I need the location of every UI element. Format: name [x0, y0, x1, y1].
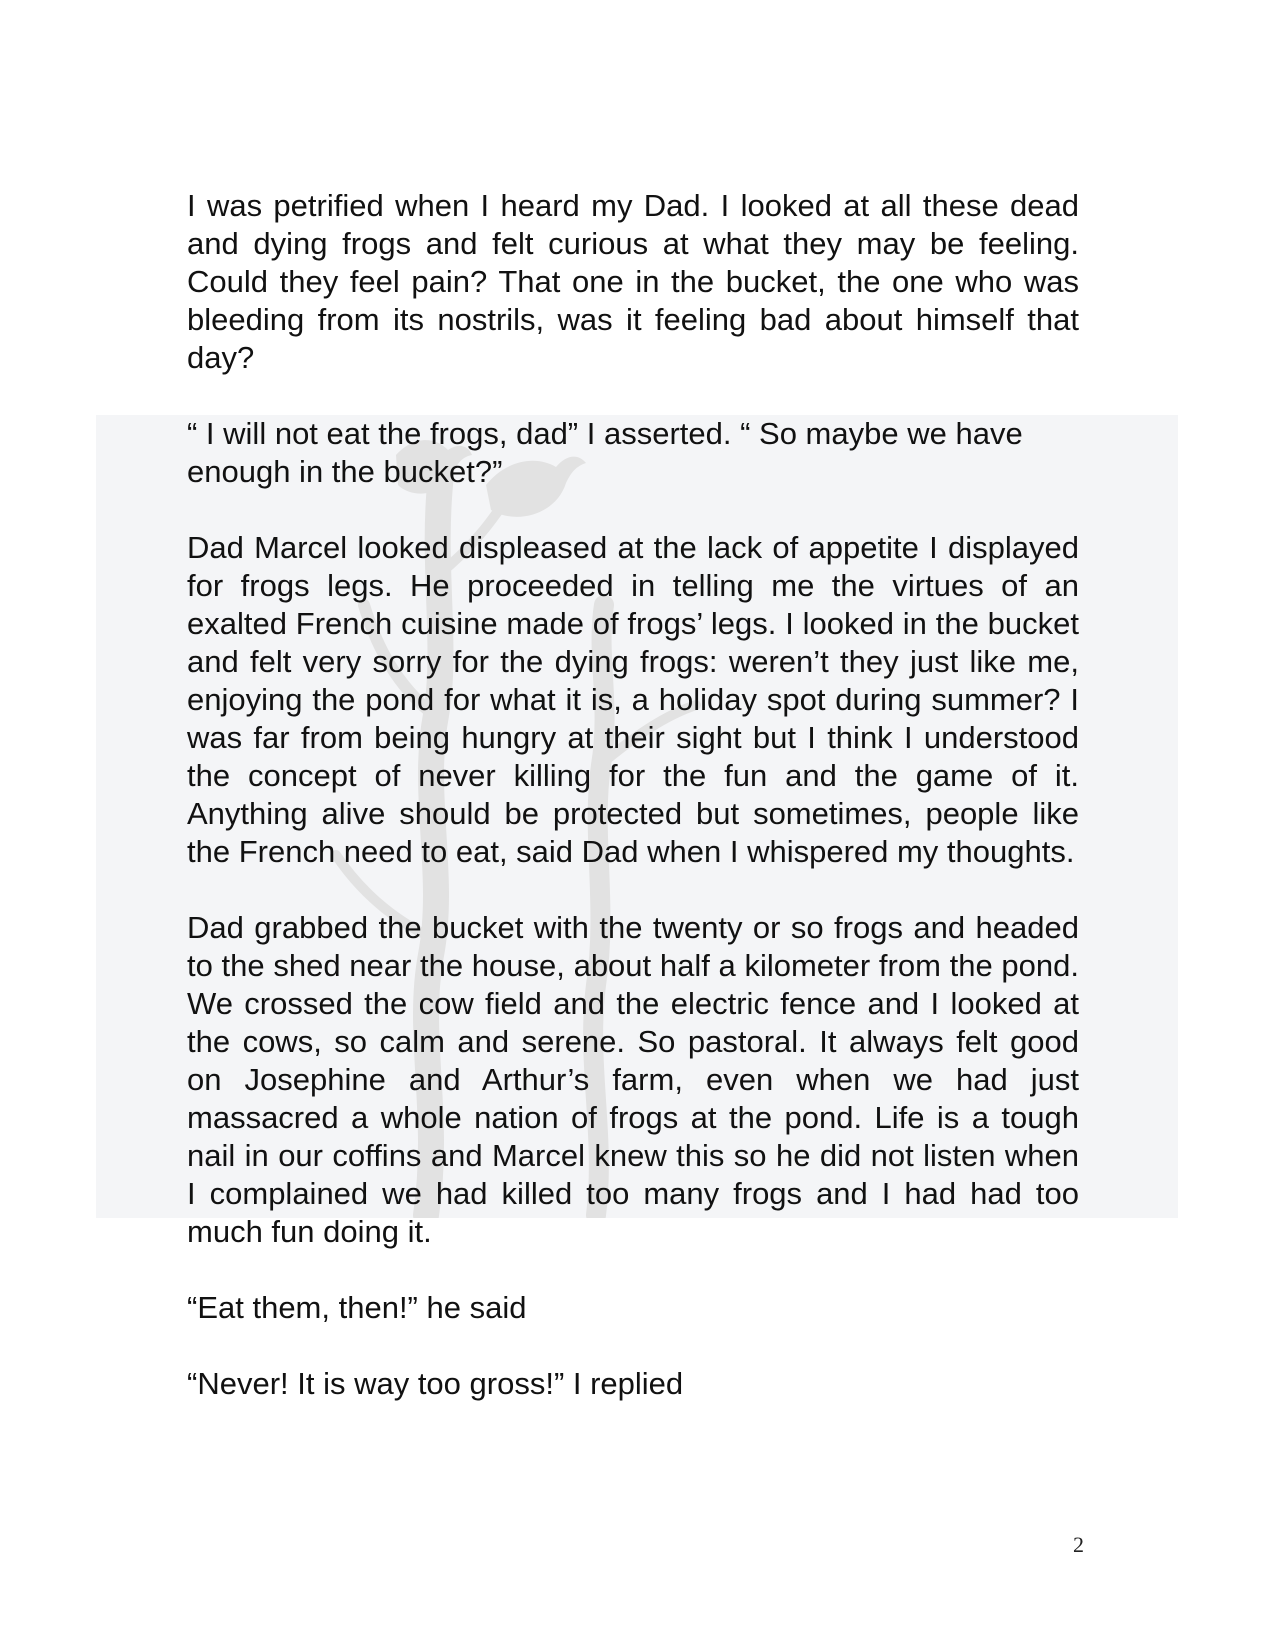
- paragraph: Dad Marcel looked displeased at the lack of appetite I displayed for frogs legs. He proceeded in telling me the virtues of an exalted French cuisine made of frogs’ legs. I looked in the bucket and felt very sorry for the dying frogs: weren’t they just like me, enjoying the pond for what it is, a holiday spot during summer? I was far from being hungry at their sight but I think I understood the concept of never killing for the fun and the game of it. Anything alive should be protected but sometimes, people like the French need to eat, said Dad when I whispered my thoughts.: [187, 530, 1079, 869]
- paragraph: I was petrified when I heard my Dad. I looked at all these dead and dying frogs and felt curious at what they may be feeling. Could they feel pain? That one in the bucket, the one who was bleeding from its nostrils, was it feeling bad about himself that day?: [187, 188, 1079, 375]
- page-number: 2: [1073, 1532, 1084, 1557]
- paragraph: “Eat them, then!” he said: [187, 1290, 527, 1325]
- paragraph: “Never! It is way too gross!” I replied: [187, 1366, 684, 1401]
- body-text: [187, 187, 1079, 1441]
- paragraph: “ I will not eat the frogs, dad” I asserted. “ So maybe we have enough in the bucket?”: [187, 416, 1023, 489]
- paragraph: Dad grabbed the bucket with the twenty or so frogs and headed to the shed near the house, about half a kilometer from the pond. We crossed the cow field and the electric fence and I looked at the cows, so calm and serene. So pastoral. It always felt good on Josephine and Arthur’s farm, even when we had just massacred a whole nation of frogs at the pond. Life is a tough nail in our coffins and Marcel knew this so he did not listen when I complained we had killed too many frogs and I had had too much fun doing it.: [187, 910, 1079, 1249]
